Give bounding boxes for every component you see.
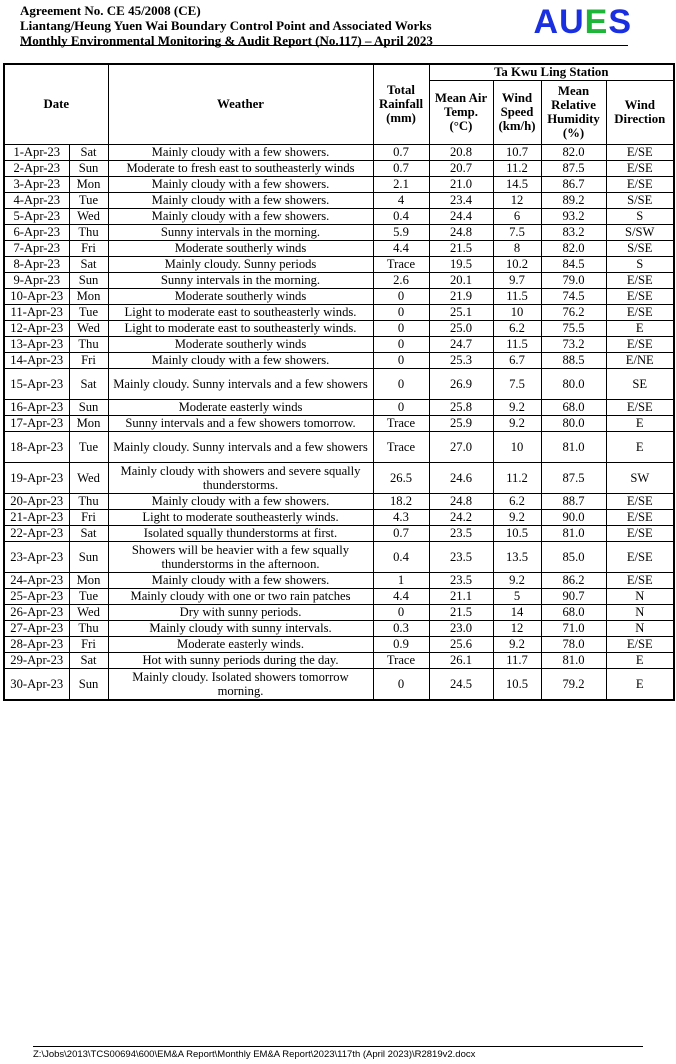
row-weather: Moderate easterly winds.	[108, 636, 373, 652]
row-rainfall: 0.9	[373, 636, 429, 652]
row-temp: 23.5	[429, 541, 493, 572]
row-date: 3-Apr-23	[4, 176, 69, 192]
table-row	[4, 192, 674, 208]
row-rainfall: 0	[373, 320, 429, 336]
row-wind-speed: 14	[493, 604, 541, 620]
row-wind-speed: 6	[493, 208, 541, 224]
row-temp: 24.8	[429, 493, 493, 509]
row-temp: 21.5	[429, 240, 493, 256]
table-row	[4, 304, 674, 320]
row-date: 7-Apr-23	[4, 240, 69, 256]
row-rainfall: 0.4	[373, 208, 429, 224]
row-wind-direction: E	[606, 431, 674, 462]
table-row	[4, 288, 674, 304]
table-row	[4, 572, 674, 588]
row-wind-speed: 10.5	[493, 668, 541, 700]
row-humidity: 79.0	[541, 272, 606, 288]
row-temp: 23.5	[429, 572, 493, 588]
row-day: Wed	[69, 320, 108, 336]
table-row	[4, 160, 674, 176]
row-weather: Moderate easterly winds	[108, 399, 373, 415]
row-wind-speed: 10.2	[493, 256, 541, 272]
row-rainfall: 5.9	[373, 224, 429, 240]
file-path-footer: Z:\Jobs\2013\TCS00694\600\EM&A Report\Monthly EM&A Report\2023\117th (April 2023)\R2819v2.docx	[33, 1049, 476, 1060]
row-wind-speed: 11.5	[493, 336, 541, 352]
row-humidity: 90.0	[541, 509, 606, 525]
row-temp: 25.1	[429, 304, 493, 320]
row-day: Wed	[69, 604, 108, 620]
row-wind-speed: 9.2	[493, 415, 541, 431]
row-wind-direction: E/SE	[606, 541, 674, 572]
table-row	[4, 509, 674, 525]
row-weather: Hot with sunny periods during the day.	[108, 652, 373, 668]
row-temp: 24.4	[429, 208, 493, 224]
row-weather: Mainly cloudy with showers and severe squally thunderstorms.	[108, 462, 373, 493]
row-weather: Mainly cloudy with a few showers.	[108, 208, 373, 224]
table-row	[4, 399, 674, 415]
row-day: Sat	[69, 525, 108, 541]
row-temp: 24.6	[429, 462, 493, 493]
row-day: Sun	[69, 160, 108, 176]
row-wind-speed: 6.7	[493, 352, 541, 368]
row-weather: Light to moderate southeasterly winds.	[108, 509, 373, 525]
document-header	[20, 3, 632, 48]
table-row	[4, 541, 674, 572]
row-humidity: 82.0	[541, 144, 606, 160]
row-weather: Mainly cloudy with a few showers.	[108, 176, 373, 192]
wind-direction-header: Wind Direction	[606, 80, 674, 144]
row-humidity: 86.2	[541, 572, 606, 588]
row-wind-direction: E/SE	[606, 176, 674, 192]
row-humidity: 80.0	[541, 415, 606, 431]
row-wind-direction: S/SE	[606, 240, 674, 256]
row-date: 23-Apr-23	[4, 541, 69, 572]
agreement-line: Agreement No. CE 45/2008 (CE)	[20, 3, 201, 18]
table-row	[4, 240, 674, 256]
row-wind-speed: 12	[493, 192, 541, 208]
row-rainfall: 4.4	[373, 240, 429, 256]
row-wind-speed: 9.2	[493, 636, 541, 652]
row-humidity: 88.5	[541, 352, 606, 368]
row-weather: Mainly cloudy. Isolated showers tomorrow morning.	[108, 668, 373, 700]
row-date: 13-Apr-23	[4, 336, 69, 352]
row-wind-direction: E	[606, 320, 674, 336]
row-rainfall: Trace	[373, 431, 429, 462]
row-humidity: 93.2	[541, 208, 606, 224]
row-rainfall: 0.7	[373, 160, 429, 176]
row-day: Thu	[69, 620, 108, 636]
row-wind-direction: N	[606, 588, 674, 604]
table-row	[4, 525, 674, 541]
row-temp: 25.9	[429, 415, 493, 431]
row-day: Mon	[69, 176, 108, 192]
row-temp: 23.5	[429, 525, 493, 541]
weather-header: Weather	[108, 64, 373, 144]
row-weather: Mainly cloudy. Sunny periods	[108, 256, 373, 272]
row-temp: 20.8	[429, 144, 493, 160]
row-humidity: 87.5	[541, 160, 606, 176]
row-date: 1-Apr-23	[4, 144, 69, 160]
row-wind-speed: 8	[493, 240, 541, 256]
row-wind-direction: E	[606, 652, 674, 668]
row-date: 18-Apr-23	[4, 431, 69, 462]
row-temp: 24.8	[429, 224, 493, 240]
row-temp: 24.2	[429, 509, 493, 525]
row-day: Fri	[69, 509, 108, 525]
row-rainfall: 18.2	[373, 493, 429, 509]
row-wind-direction: E/SE	[606, 572, 674, 588]
row-weather: Mainly cloudy with one or two rain patches	[108, 588, 373, 604]
row-wind-direction: E/SE	[606, 288, 674, 304]
row-wind-direction: E	[606, 415, 674, 431]
row-wind-speed: 7.5	[493, 224, 541, 240]
row-weather: Mainly cloudy with a few showers.	[108, 493, 373, 509]
row-humidity: 84.5	[541, 256, 606, 272]
row-day: Fri	[69, 636, 108, 652]
table-row	[4, 320, 674, 336]
row-wind-speed: 13.5	[493, 541, 541, 572]
row-day: Thu	[69, 493, 108, 509]
row-rainfall: 4.4	[373, 588, 429, 604]
row-weather: Sunny intervals in the morning.	[108, 224, 373, 240]
row-date: 12-Apr-23	[4, 320, 69, 336]
row-wind-direction: E/SE	[606, 509, 674, 525]
row-humidity: 75.5	[541, 320, 606, 336]
row-date: 20-Apr-23	[4, 493, 69, 509]
row-rainfall: 4.3	[373, 509, 429, 525]
row-date: 22-Apr-23	[4, 525, 69, 541]
row-date: 24-Apr-23	[4, 572, 69, 588]
table-row	[4, 272, 674, 288]
row-wind-direction: N	[606, 620, 674, 636]
row-temp: 21.1	[429, 588, 493, 604]
row-date: 2-Apr-23	[4, 160, 69, 176]
row-wind-direction: N	[606, 604, 674, 620]
wind-speed-header: Wind Speed (km/h)	[493, 80, 541, 144]
row-rainfall: Trace	[373, 256, 429, 272]
row-weather: Mainly cloudy with sunny intervals.	[108, 620, 373, 636]
row-wind-speed: 9.2	[493, 399, 541, 415]
row-date: 30-Apr-23	[4, 668, 69, 700]
row-date: 5-Apr-23	[4, 208, 69, 224]
row-date: 29-Apr-23	[4, 652, 69, 668]
table-row	[4, 208, 674, 224]
row-humidity: 81.0	[541, 431, 606, 462]
row-wind-direction: S	[606, 256, 674, 272]
row-humidity: 79.2	[541, 668, 606, 700]
row-rainfall: 0.7	[373, 525, 429, 541]
row-wind-direction: E/SE	[606, 525, 674, 541]
rainfall-header: Total Rainfall (mm)	[373, 64, 429, 144]
row-rainfall: 0	[373, 336, 429, 352]
row-rainfall: 0.4	[373, 541, 429, 572]
row-humidity: 78.0	[541, 636, 606, 652]
table-row	[4, 224, 674, 240]
row-temp: 25.3	[429, 352, 493, 368]
row-wind-direction: E/SE	[606, 636, 674, 652]
row-day: Sat	[69, 652, 108, 668]
table-row	[4, 493, 674, 509]
row-wind-direction: S/SW	[606, 224, 674, 240]
table-row	[4, 636, 674, 652]
row-humidity: 73.2	[541, 336, 606, 352]
row-date: 8-Apr-23	[4, 256, 69, 272]
row-day: Fri	[69, 240, 108, 256]
row-temp: 21.0	[429, 176, 493, 192]
row-humidity: 80.0	[541, 368, 606, 399]
row-temp: 25.6	[429, 636, 493, 652]
row-rainfall: 26.5	[373, 462, 429, 493]
row-date: 4-Apr-23	[4, 192, 69, 208]
table-row	[4, 368, 674, 399]
row-wind-speed: 9.7	[493, 272, 541, 288]
row-humidity: 74.5	[541, 288, 606, 304]
row-date: 26-Apr-23	[4, 604, 69, 620]
row-wind-direction: SW	[606, 462, 674, 493]
row-wind-direction: E/SE	[606, 493, 674, 509]
row-weather: Mainly cloudy with a few showers.	[108, 192, 373, 208]
row-wind-speed: 12	[493, 620, 541, 636]
row-date: 6-Apr-23	[4, 224, 69, 240]
row-humidity: 90.7	[541, 588, 606, 604]
table-row	[4, 604, 674, 620]
row-humidity: 87.5	[541, 462, 606, 493]
row-weather: Mainly cloudy with a few showers.	[108, 352, 373, 368]
row-weather: Light to moderate east to southeasterly winds.	[108, 304, 373, 320]
row-temp: 26.9	[429, 368, 493, 399]
row-temp: 23.4	[429, 192, 493, 208]
row-weather: Moderate to fresh east to southeasterly winds	[108, 160, 373, 176]
row-date: 9-Apr-23	[4, 272, 69, 288]
humidity-header: Mean Relative Humidity (%)	[541, 80, 606, 144]
row-day: Tue	[69, 304, 108, 320]
row-date: 14-Apr-23	[4, 352, 69, 368]
row-wind-speed: 7.5	[493, 368, 541, 399]
row-temp: 20.1	[429, 272, 493, 288]
row-day: Thu	[69, 224, 108, 240]
temp-header: Mean Air Temp. (°C)	[429, 80, 493, 144]
row-temp: 24.5	[429, 668, 493, 700]
row-day: Thu	[69, 336, 108, 352]
row-date: 15-Apr-23	[4, 368, 69, 399]
row-date: 11-Apr-23	[4, 304, 69, 320]
row-rainfall: Trace	[373, 415, 429, 431]
row-humidity: 88.7	[541, 493, 606, 509]
row-rainfall: 2.6	[373, 272, 429, 288]
row-temp: 25.8	[429, 399, 493, 415]
row-weather: Mainly cloudy. Sunny intervals and a few showers	[108, 431, 373, 462]
row-day: Wed	[69, 208, 108, 224]
row-weather: Mainly cloudy. Sunny intervals and a few showers	[108, 368, 373, 399]
row-day: Mon	[69, 572, 108, 588]
station-header: Ta Kwu Ling Station	[429, 64, 674, 80]
row-humidity: 68.0	[541, 399, 606, 415]
table-row	[4, 588, 674, 604]
row-wind-direction: E/SE	[606, 272, 674, 288]
row-humidity: 86.7	[541, 176, 606, 192]
table-row	[4, 256, 674, 272]
row-wind-speed: 6.2	[493, 493, 541, 509]
row-weather: Sunny intervals in the morning.	[108, 272, 373, 288]
row-humidity: 89.2	[541, 192, 606, 208]
row-day: Fri	[69, 352, 108, 368]
row-humidity: 82.0	[541, 240, 606, 256]
row-date: 28-Apr-23	[4, 636, 69, 652]
row-humidity: 76.2	[541, 304, 606, 320]
row-date: 19-Apr-23	[4, 462, 69, 493]
row-wind-direction: E/SE	[606, 399, 674, 415]
row-wind-speed: 14.5	[493, 176, 541, 192]
row-wind-direction: S/SE	[606, 192, 674, 208]
row-wind-direction: E/SE	[606, 144, 674, 160]
report-title-line: Monthly Environmental Monitoring & Audit Report (No.117) – April 2023	[20, 33, 433, 48]
row-wind-speed: 10.5	[493, 525, 541, 541]
row-wind-speed: 5	[493, 588, 541, 604]
row-day: Sat	[69, 256, 108, 272]
row-weather: Mainly cloudy with a few showers.	[108, 144, 373, 160]
row-rainfall: 0	[373, 352, 429, 368]
row-rainfall: 1	[373, 572, 429, 588]
project-title-line: Liantang/Heung Yuen Wai Boundary Control Point and Associated Works	[20, 18, 432, 33]
row-day: Tue	[69, 192, 108, 208]
row-day: Sun	[69, 668, 108, 700]
table-row	[4, 415, 674, 431]
row-rainfall: 0	[373, 668, 429, 700]
table-row	[4, 668, 674, 700]
row-weather: Moderate southerly winds	[108, 288, 373, 304]
row-rainfall: Trace	[373, 652, 429, 668]
table-row	[4, 336, 674, 352]
row-temp: 27.0	[429, 431, 493, 462]
footer-rule	[33, 1046, 643, 1047]
row-weather: Mainly cloudy with a few showers.	[108, 572, 373, 588]
row-day: Mon	[69, 415, 108, 431]
row-temp: 25.0	[429, 320, 493, 336]
table-row	[4, 652, 674, 668]
row-temp: 21.5	[429, 604, 493, 620]
row-day: Sun	[69, 399, 108, 415]
row-humidity: 81.0	[541, 652, 606, 668]
row-weather: Moderate southerly winds	[108, 336, 373, 352]
row-date: 25-Apr-23	[4, 588, 69, 604]
row-wind-speed: 11.7	[493, 652, 541, 668]
row-date: 10-Apr-23	[4, 288, 69, 304]
row-day: Sun	[69, 541, 108, 572]
row-wind-speed: 10	[493, 304, 541, 320]
row-wind-direction: E/SE	[606, 160, 674, 176]
row-day: Sun	[69, 272, 108, 288]
aues-logo: AUES	[533, 3, 632, 41]
row-wind-direction: E/NE	[606, 352, 674, 368]
row-wind-speed: 6.2	[493, 320, 541, 336]
table-row	[4, 462, 674, 493]
weather-data-table	[3, 63, 675, 701]
row-wind-speed: 11.2	[493, 160, 541, 176]
row-wind-speed: 10.7	[493, 144, 541, 160]
row-wind-direction: SE	[606, 368, 674, 399]
row-wind-direction: E	[606, 668, 674, 700]
row-wind-direction: E/SE	[606, 336, 674, 352]
date-header: Date	[4, 64, 108, 144]
row-temp: 20.7	[429, 160, 493, 176]
row-date: 17-Apr-23	[4, 415, 69, 431]
row-day: Mon	[69, 288, 108, 304]
row-rainfall: 4	[373, 192, 429, 208]
row-temp: 24.7	[429, 336, 493, 352]
row-rainfall: 0	[373, 288, 429, 304]
table-row	[4, 352, 674, 368]
row-rainfall: 2.1	[373, 176, 429, 192]
row-humidity: 71.0	[541, 620, 606, 636]
row-weather: Dry with sunny periods.	[108, 604, 373, 620]
row-weather: Light to moderate east to southeasterly winds.	[108, 320, 373, 336]
row-rainfall: 0	[373, 604, 429, 620]
row-date: 21-Apr-23	[4, 509, 69, 525]
row-wind-speed: 11.5	[493, 288, 541, 304]
row-humidity: 81.0	[541, 525, 606, 541]
row-humidity: 83.2	[541, 224, 606, 240]
row-wind-speed: 11.2	[493, 462, 541, 493]
row-date: 16-Apr-23	[4, 399, 69, 415]
row-rainfall: 0	[373, 304, 429, 320]
row-wind-speed: 9.2	[493, 572, 541, 588]
row-weather: Showers will be heavier with a few squally thunderstorms in the afternoon.	[108, 541, 373, 572]
row-temp: 23.0	[429, 620, 493, 636]
table-body	[4, 144, 674, 700]
table-row	[4, 431, 674, 462]
row-day: Tue	[69, 588, 108, 604]
row-humidity: 68.0	[541, 604, 606, 620]
row-day: Sat	[69, 368, 108, 399]
table-row	[4, 144, 674, 160]
row-temp: 19.5	[429, 256, 493, 272]
row-wind-direction: S	[606, 208, 674, 224]
row-wind-speed: 10	[493, 431, 541, 462]
row-rainfall: 0.3	[373, 620, 429, 636]
row-rainfall: 0	[373, 399, 429, 415]
row-day: Tue	[69, 431, 108, 462]
table-row	[4, 620, 674, 636]
row-weather: Isolated squally thunderstorms at first.	[108, 525, 373, 541]
row-rainfall: 0.7	[373, 144, 429, 160]
row-date: 27-Apr-23	[4, 620, 69, 636]
row-weather: Moderate southerly winds	[108, 240, 373, 256]
row-day: Sat	[69, 144, 108, 160]
row-weather: Sunny intervals and a few showers tomorrow.	[108, 415, 373, 431]
table-row	[4, 176, 674, 192]
row-wind-direction: E/SE	[606, 304, 674, 320]
row-rainfall: 0	[373, 368, 429, 399]
row-wind-speed: 9.2	[493, 509, 541, 525]
row-temp: 26.1	[429, 652, 493, 668]
row-humidity: 85.0	[541, 541, 606, 572]
row-day: Wed	[69, 462, 108, 493]
row-temp: 21.9	[429, 288, 493, 304]
header-rule	[20, 45, 628, 46]
